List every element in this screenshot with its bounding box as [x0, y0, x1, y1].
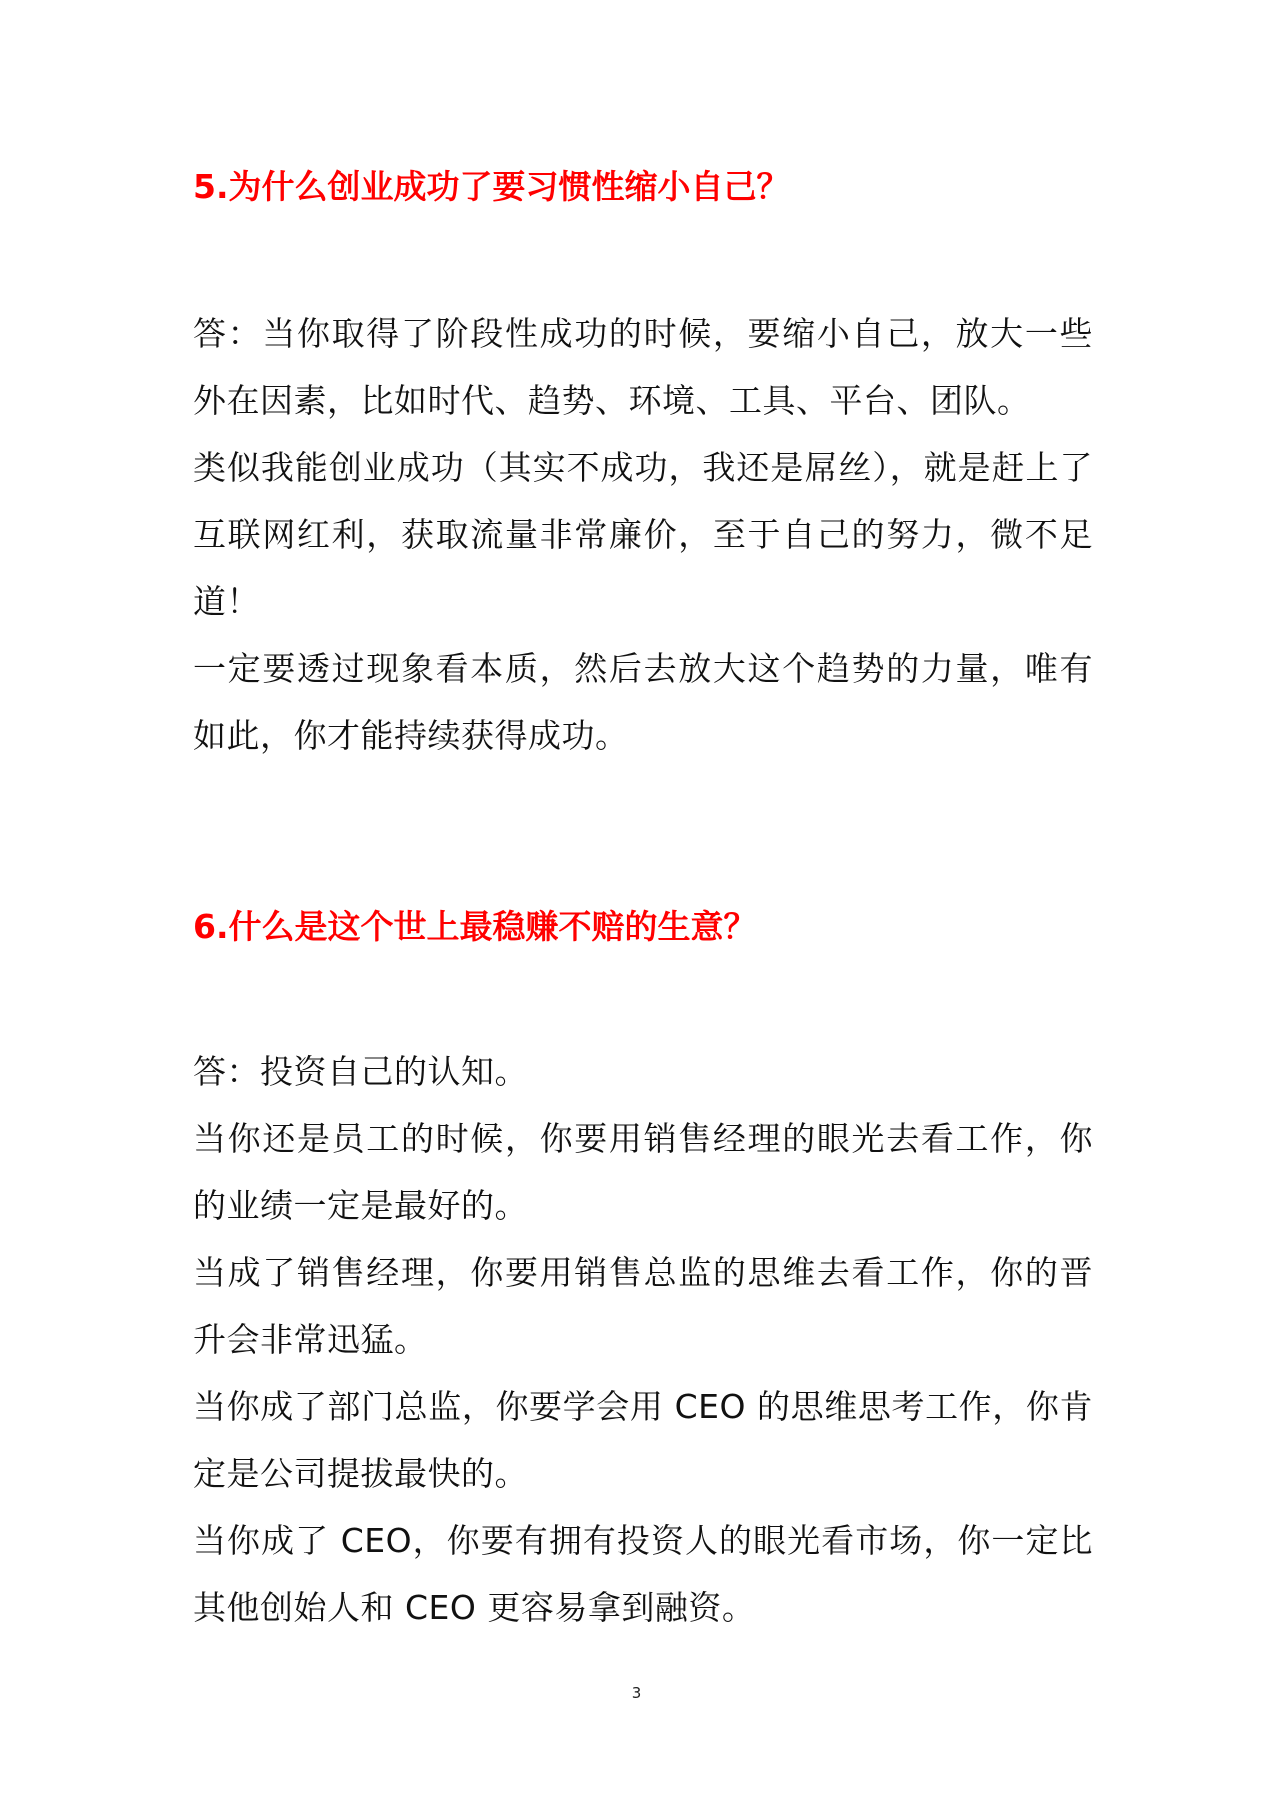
paragraph: 答：当你取得了阶段性成功的时候，要缩小自己，放大一些外在因素，比如时代、趋势、环境、工具、平台、团队。 [193, 314, 1093, 420]
section-body-5 [193, 300, 1093, 769]
paragraph: 当成了销售经理，你要用销售总监的思维去看工作，你的晋升会非常迅猛。 [193, 1253, 1093, 1359]
paragraph: 当你还是员工的时候，你要用销售经理的眼光去看工作，你的业绩一定是最好的。 [193, 1119, 1093, 1225]
section-heading-6: 6.什么是这个世上最稳赚不赔的生意？ [193, 907, 757, 946]
section-heading-5: 5.为什么创业成功了要习惯性缩小自己？ [193, 167, 790, 206]
page-number: 3 [631, 1684, 642, 1702]
paragraph: 类似我能创业成功（其实不成功，我还是屌丝），就是赶上了互联网红利，获取流量非常廉价，至于自己的努力，微不足道！ [193, 448, 1093, 621]
paragraph: 答：投资自己的认知。 [193, 1052, 528, 1091]
paragraph: 当你成了 CEO，你要有拥有投资人的眼光看市场，你一定比其他创始人和 CEO 更容易拿到融资。 [193, 1521, 1093, 1627]
paragraph: 当你成了部门总监，你要学会用 CEO 的思维思考工作，你肯定是公司提拔最快的。 [193, 1387, 1093, 1493]
paragraph: 一定要透过现象看本质，然后去放大这个趋势的力量，唯有如此，你才能持续获得成功。 [193, 649, 1093, 755]
section-body-6 [193, 1038, 1093, 1641]
